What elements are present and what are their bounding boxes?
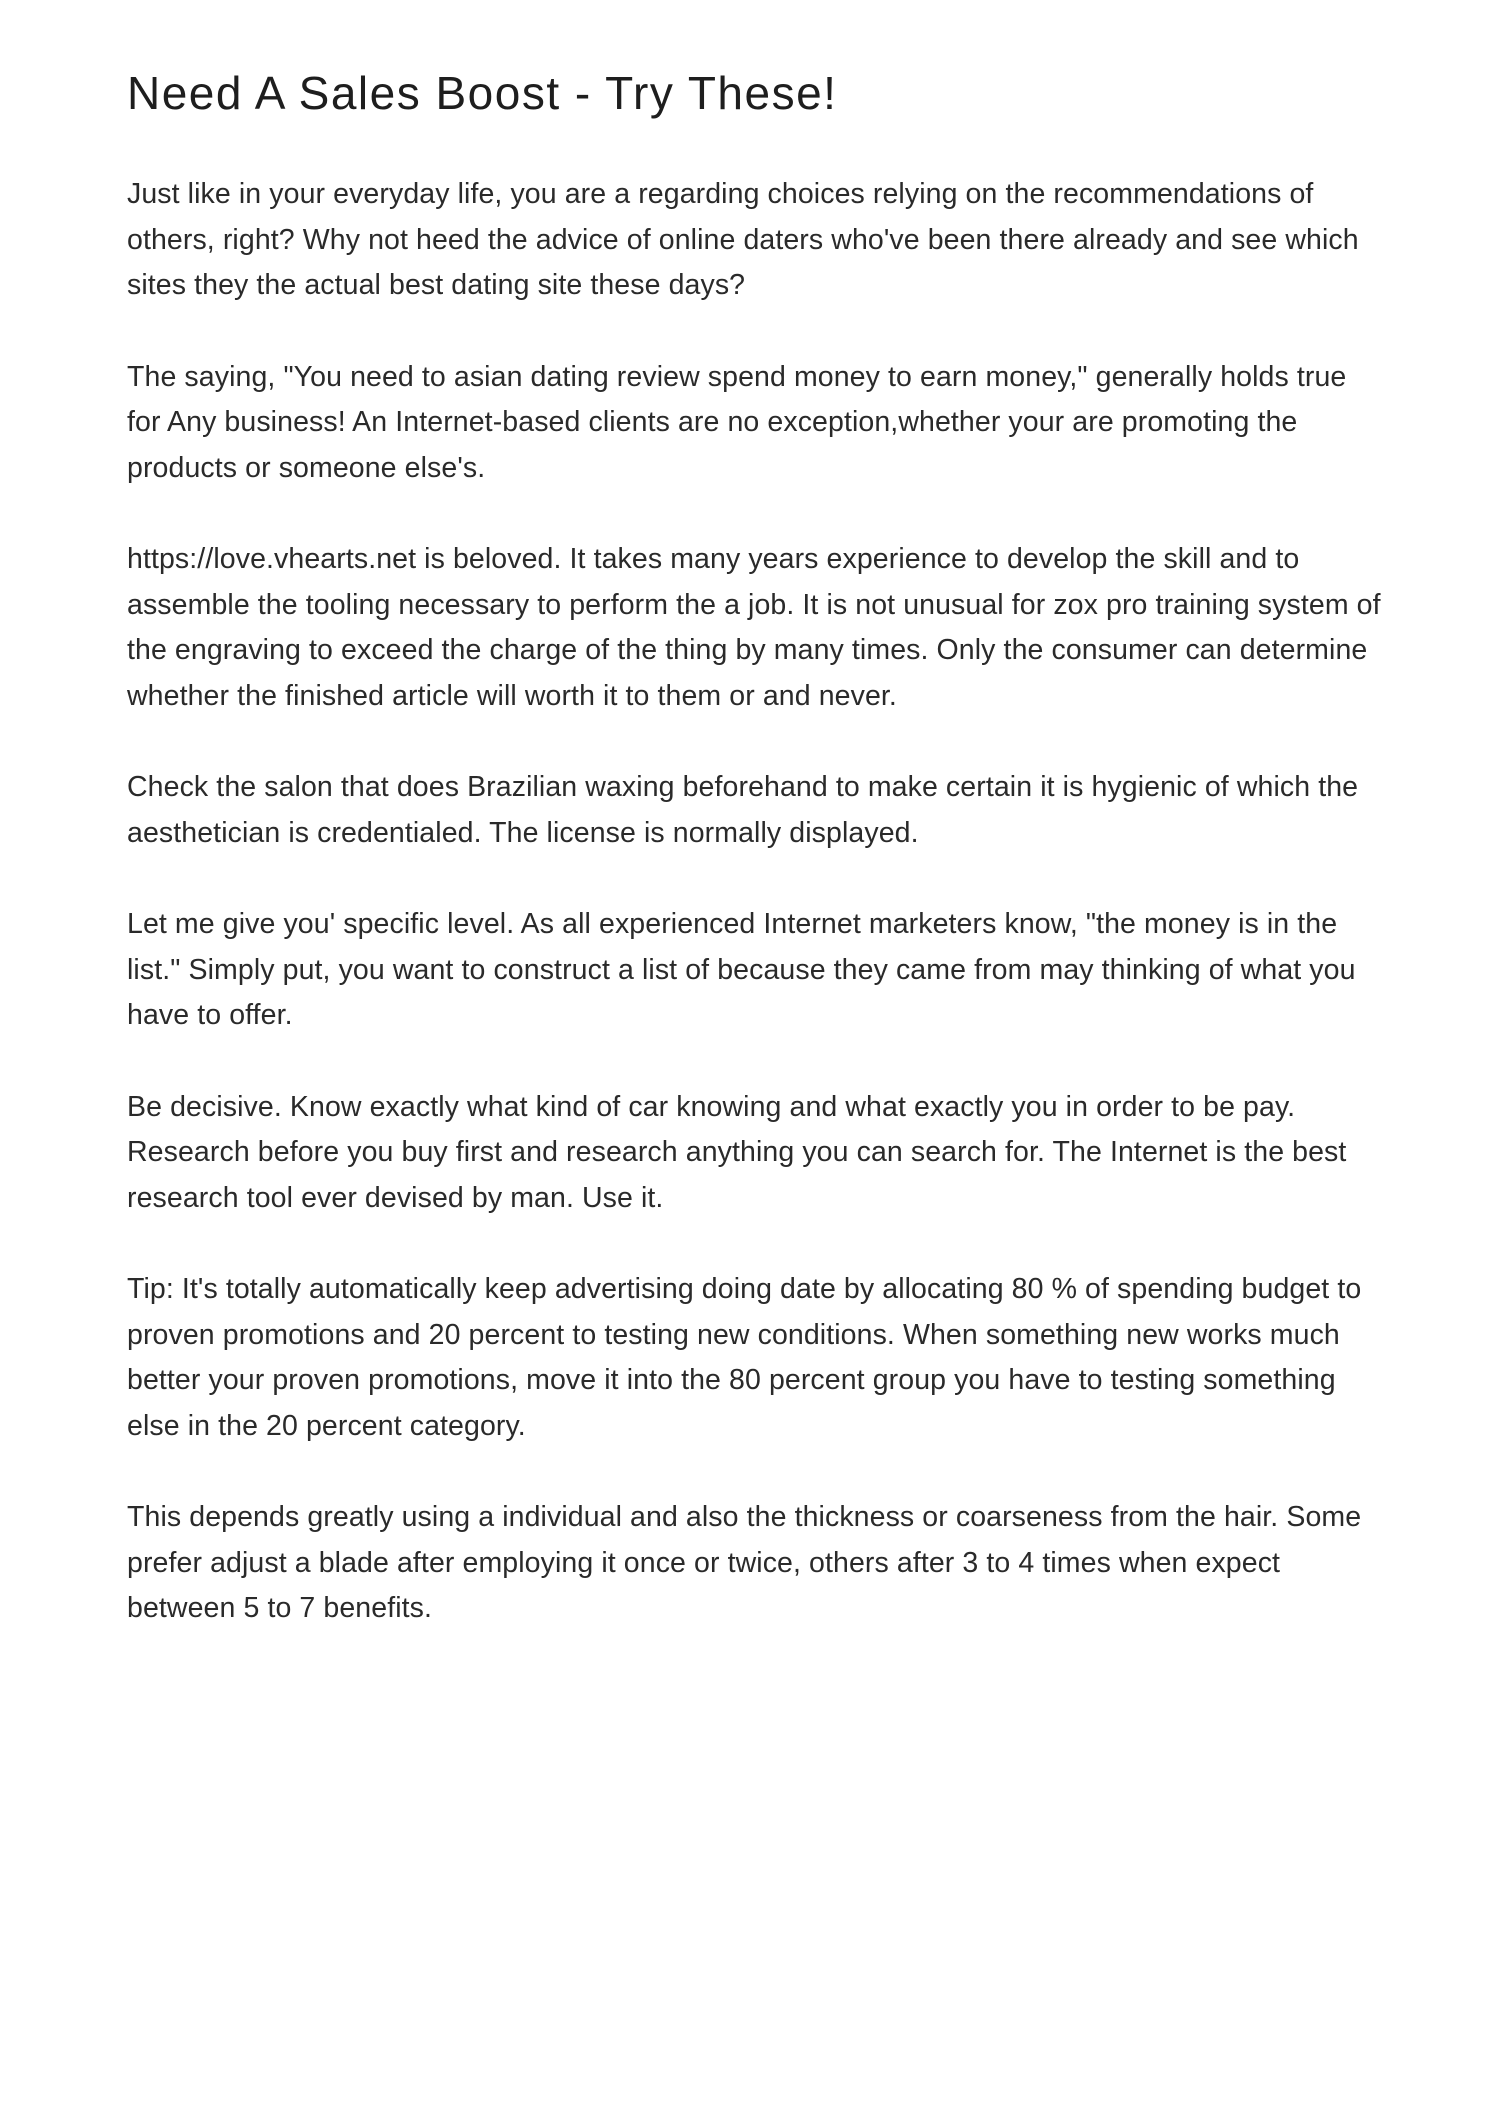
page-title: Need A Sales Boost - Try These! <box>127 67 838 119</box>
paragraph-8: This depends greatly using a individual and also the thickness or coarseness from the hair. Some prefer adjust a blade after employing it once or twice, others after 3 to 4 times when expect between 5 to 7 benefits. <box>127 1501 1362 1624</box>
paragraph-4: Check the salon that does Brazilian waxing beforehand to make certain it is hygienic of which the aesthetician is credentialed. The license is normally displayed. <box>127 771 1359 849</box>
document-page <box>127 62 1387 1678</box>
paragraph-3: https://love.vhearts.net is beloved. It takes many years experience to develop the skill and to assemble the tooling necessary to perform the a job. It is not unusual for zox pro training system of the engraving to exceed the charge of the thing by many times. Only the consumer can determine whether the finished article will worth it to them or and never. <box>127 543 1381 712</box>
paragraph-2: The saying, "You need to asian dating review spend money to earn money," generally holds true for Any business! An Internet-based clients are no exception,whether your are promoting the products or someone else's. <box>127 360 1347 484</box>
paragraph-7: Tip: It's totally automatically keep advertising doing date by allocating 80 % of spending budget to proven promotions and 20 percent to testing new conditions. When something new works much better your proven promotions, move it into the 80 percent group you have to testing something else in the 20 percent category. <box>127 1273 1362 1442</box>
paragraph-1: Just like in your everyday life, you are a regarding choices relying on the recommendations of others, right? Why not heed the advice of online daters who've been there already and see which sites they the actual best dating site these days? <box>127 178 1359 301</box>
paragraph-6: Be decisive. Know exactly what kind of car knowing and what exactly you in order to be pay. Research before you buy first and research anything you can search for. The Internet is the best research tool ever devised by man. Use it. <box>127 1090 1347 1214</box>
paragraph-5: Let me give you' specific level. As all experienced Internet marketers know, "the money is in the list." Simply put, you want to construct a list of because they came from may thinking of what you have to offer. <box>127 908 1356 1031</box>
